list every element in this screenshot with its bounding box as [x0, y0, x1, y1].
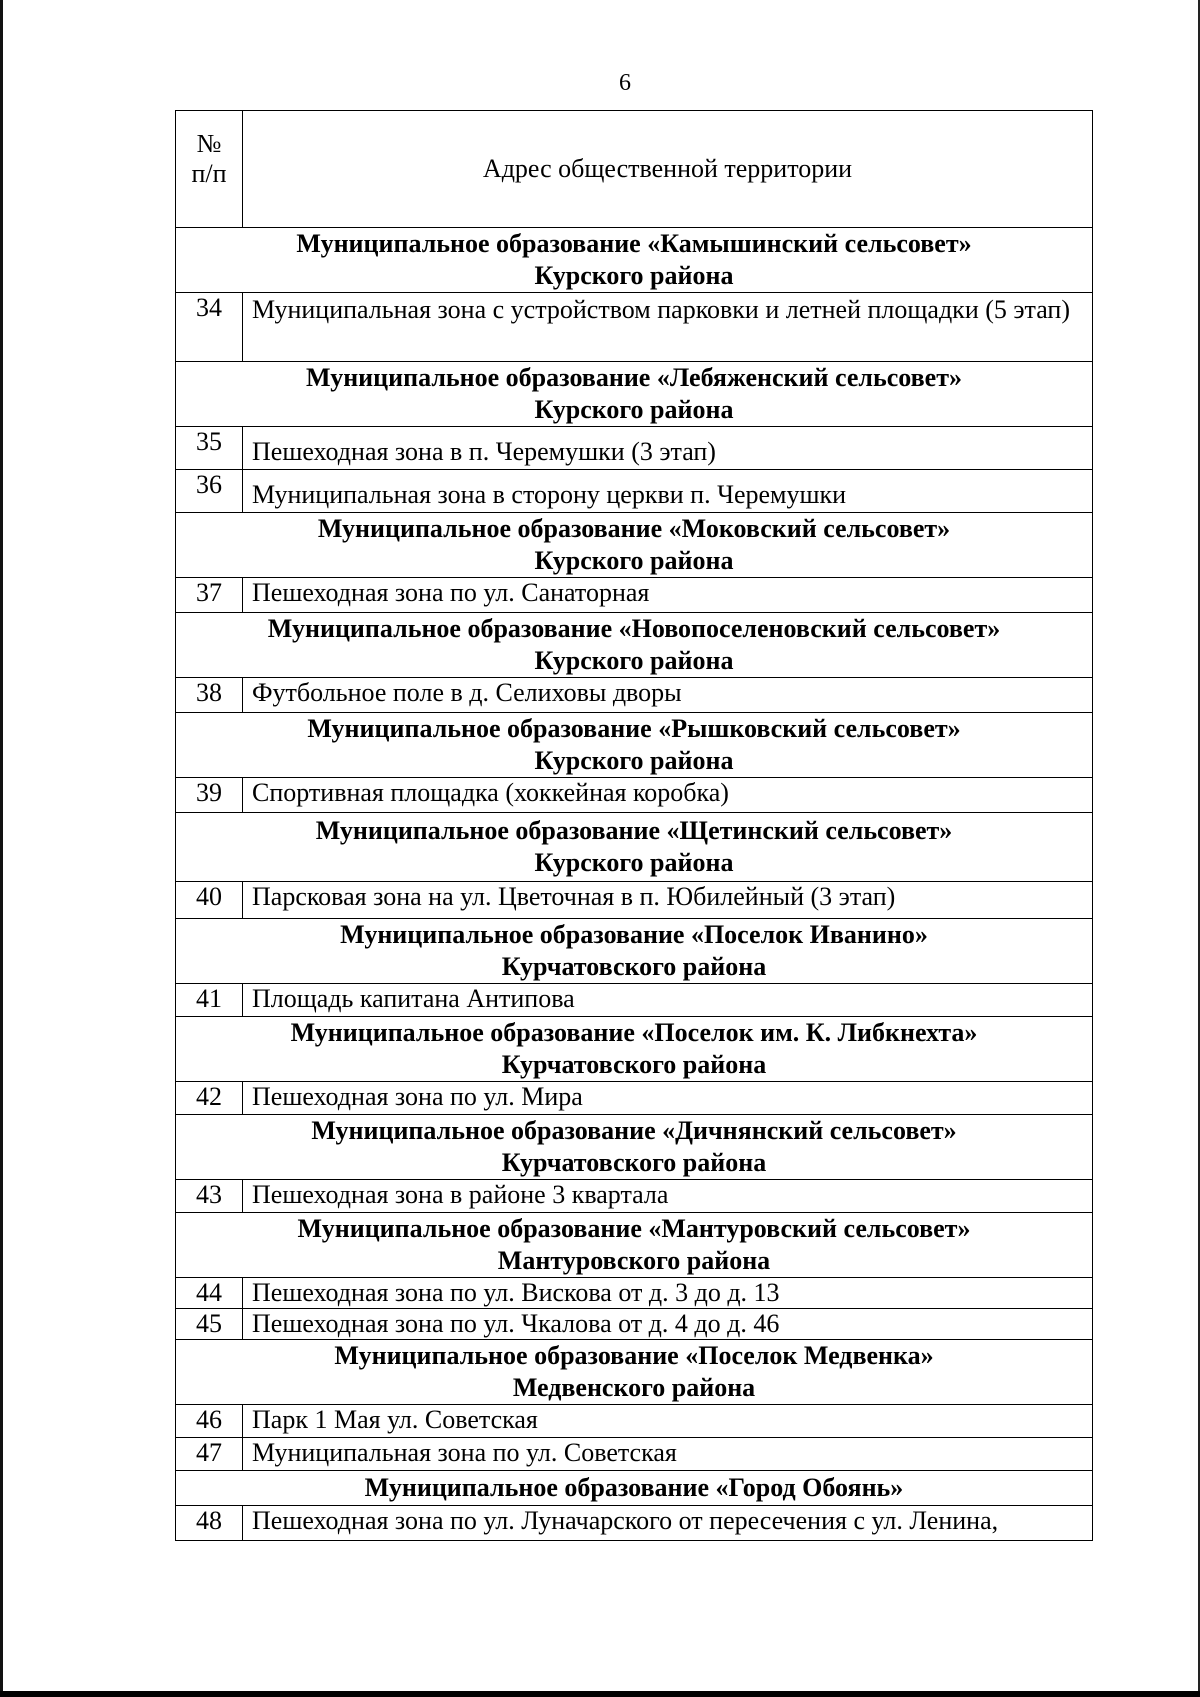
row-number: 40: [176, 882, 243, 919]
row-address: Пешеходная зона в районе 3 квартала: [243, 1180, 1093, 1213]
scan-edge-left: [0, 0, 3, 1697]
group-title-line: Муниципальное образование «Рышковский сельсовет»: [307, 714, 961, 743]
group-title-line: Муниципальное образование «Поселок Иванино»: [340, 920, 928, 949]
group-title-line: Курчатовского района: [501, 1148, 767, 1177]
group-title-line: Муниципальное образование «Моковский сельсовет»: [317, 514, 951, 543]
group-header-row: [176, 513, 1093, 578]
row-number: 39: [176, 778, 243, 813]
group-title: [176, 1471, 1093, 1506]
table-row: [176, 1405, 1093, 1438]
group-title-line: Муниципальное образование «Лебяженский сельсовет»: [306, 363, 962, 392]
table-row: [176, 293, 1093, 362]
group-title-line: Муниципальное образование «Город Обоянь»: [364, 1473, 904, 1502]
table-row: [176, 427, 1093, 470]
table-row: [176, 1309, 1093, 1340]
group-title-line: Муниципальное образование «Поселок Медвенка»: [334, 1341, 934, 1370]
group-title: [176, 513, 1093, 578]
row-address: Муниципальная зона по ул. Советская: [243, 1438, 1093, 1471]
group-title-line: Муниципальное образование «Мантуровский сельсовет»: [297, 1214, 971, 1243]
row-number: 44: [176, 1278, 243, 1309]
row-number: 38: [176, 678, 243, 713]
group-title: [176, 613, 1093, 678]
row-number: 43: [176, 1180, 243, 1213]
row-address: Спортивная площадка (хоккейная коробка): [243, 778, 1093, 813]
group-title-line: Курского района: [534, 546, 734, 575]
row-number: 37: [176, 578, 243, 613]
table-row: [176, 1438, 1093, 1471]
group-header-row: [176, 919, 1093, 984]
row-address: Пешеходная зона по ул. Вискова от д. 3 до д. 13: [243, 1278, 1093, 1309]
territories-table: [175, 110, 1093, 1541]
group-title-line: Курского района: [534, 746, 734, 775]
group-title: [176, 813, 1093, 882]
column-header-number-line1: №: [196, 129, 222, 158]
group-title-line: Курского района: [534, 646, 734, 675]
column-header-address: Адрес общественной территории: [243, 111, 1093, 228]
table-row: [176, 882, 1093, 919]
group-header-row: [176, 613, 1093, 678]
table-row: [176, 678, 1093, 713]
row-number: 36: [176, 470, 243, 513]
row-number: 35: [176, 427, 243, 470]
row-number: 47: [176, 1438, 243, 1471]
group-title-line: Курского района: [534, 848, 734, 877]
group-title-line: Муниципальное образование «Новопоселеновский сельсовет»: [267, 614, 1001, 643]
group-title: [176, 919, 1093, 984]
row-address: Пешеходная зона по ул. Мира: [243, 1082, 1093, 1115]
group-title-line: Медвенского района: [512, 1373, 756, 1402]
column-header-number: [176, 111, 243, 228]
group-title: [176, 362, 1093, 427]
table-row: [176, 1506, 1093, 1541]
group-title: [176, 1017, 1093, 1082]
group-header-row: [176, 1340, 1093, 1405]
row-number: 41: [176, 984, 243, 1017]
row-address: Пешеходная зона по ул. Чкалова от д. 4 до д. 46: [243, 1309, 1093, 1340]
group-header-row: [176, 1115, 1093, 1180]
group-title: [176, 1213, 1093, 1278]
page-number: 6: [619, 70, 631, 96]
row-number: 34: [176, 293, 243, 362]
table-row: [176, 1180, 1093, 1213]
row-address: Пешеходная зона по ул. Луначарского от пересечения с ул. Ленина,: [243, 1506, 1093, 1541]
table-header-row: [176, 111, 1093, 228]
group-title: [176, 1115, 1093, 1180]
group-title-line: Курского района: [534, 261, 734, 290]
table-row: [176, 984, 1093, 1017]
table-row: [176, 1082, 1093, 1115]
group-title-line: Муниципальное образование «Поселок им. К. Либкнехта»: [290, 1018, 978, 1047]
table-row: [176, 578, 1093, 613]
table-body: [176, 228, 1093, 1541]
group-title: [176, 713, 1093, 778]
row-address: Площадь капитана Антипова: [243, 984, 1093, 1017]
row-number: 46: [176, 1405, 243, 1438]
group-header-row: [176, 1017, 1093, 1082]
group-header-row: [176, 813, 1093, 882]
group-header-row: [176, 362, 1093, 427]
row-address: Пешеходная зона по ул. Санаторная: [243, 578, 1093, 613]
group-title-line: Курского района: [534, 395, 734, 424]
row-address: Муниципальная зона с устройством парковки и летней площадки (5 этап): [243, 293, 1093, 362]
row-address: Пешеходная зона в п. Черемушки (3 этап): [243, 427, 1093, 470]
scan-edge-bottom: [0, 1691, 1200, 1697]
group-title-line: Курчатовского района: [501, 1050, 767, 1079]
group-header-row: [176, 228, 1093, 293]
group-title: [176, 228, 1093, 293]
group-title-line: Муниципальное образование «Камышинский сельсовет»: [296, 229, 972, 258]
group-title-line: Муниципальное образование «Щетинский сельсовет»: [315, 816, 953, 845]
group-header-row: [176, 1213, 1093, 1278]
table-row: [176, 470, 1093, 513]
column-header-number-line2: п/п: [191, 159, 227, 188]
group-title-line: Мантуровского района: [497, 1246, 771, 1275]
group-title-line: Курчатовского района: [501, 952, 767, 981]
row-address: Парсковая зона на ул. Цветочная в п. Юбилейный (3 этап): [243, 882, 1093, 919]
table-row: [176, 1278, 1093, 1309]
group-title-line: Муниципальное образование «Дичнянский сельсовет»: [311, 1116, 957, 1145]
group-header-row: [176, 1471, 1093, 1506]
row-address: Муниципальная зона в сторону церкви п. Черемушки: [243, 470, 1093, 513]
row-address: Футбольное поле в д. Селиховы дворы: [243, 678, 1093, 713]
table-row: [176, 778, 1093, 813]
group-header-row: [176, 713, 1093, 778]
row-number: 45: [176, 1309, 243, 1340]
row-address: Парк 1 Мая ул. Советская: [243, 1405, 1093, 1438]
row-number: 48: [176, 1506, 243, 1541]
row-number: 42: [176, 1082, 243, 1115]
group-title: [176, 1340, 1093, 1405]
